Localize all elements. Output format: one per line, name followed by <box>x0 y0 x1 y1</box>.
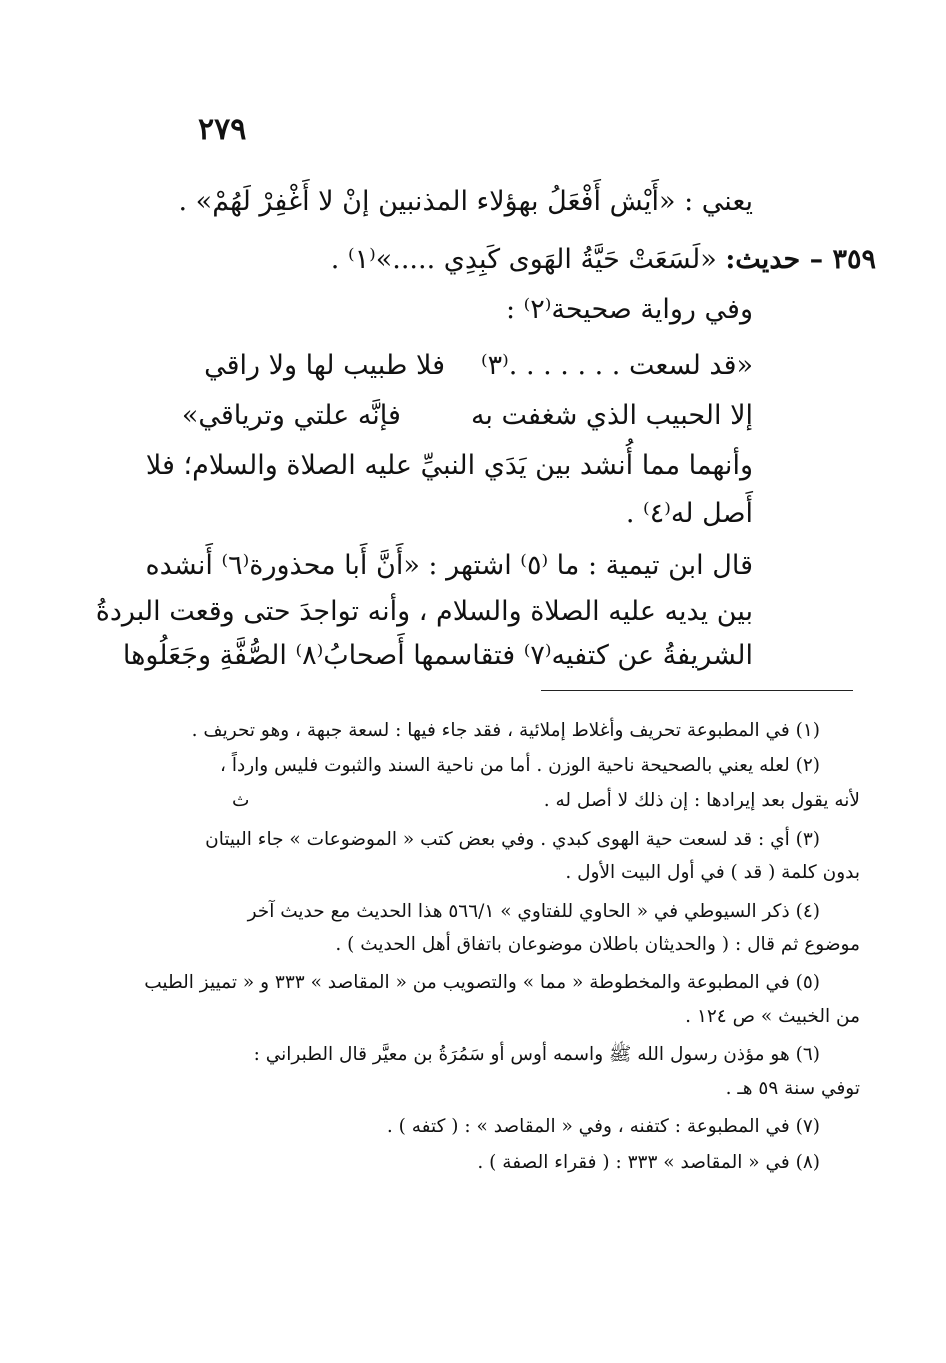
hadith-number-label: ٣٥٩ – حديث: <box>725 244 876 275</box>
page-number: ٢٧٩ <box>198 112 247 147</box>
body-line-10: الشريفةُ عن كتفيه⁽٧⁾ فتقاسمها أَصحابُ⁽٨⁾ الصُّفَّةِ وجَعَلُوها <box>122 640 753 671</box>
footnote-5: (٥) في المطبوعة والمخطوطة « مما » والتصويب من « المقاصد » ٣٣٣ و « تمييز الطيب <box>144 972 820 993</box>
footnote-3-cont: بدون كلمة ( قد ) في أول البيت الأول . <box>565 862 860 883</box>
verse-1-second-hemistich: فلا طبيب لها ولا راقي <box>204 350 446 381</box>
footnote-separator <box>541 690 853 691</box>
body-line-6: وأنهما مما أُنشد بين يَدَي النبيِّ عليه الصلاة والسلام؛ فلا <box>145 450 753 481</box>
footnote-5-cont: من الخبيث » ص ١٢٤ . <box>685 1006 860 1027</box>
body-line-8: قال ابن تيمية : ما ⁽٥⁾ اشتهر : «أَنَّ أَبا محذورة⁽٦⁾ أَنشده <box>145 550 753 581</box>
verse-1-first-hemistich: «قد لسعت . . . . . . .⁽٣⁾ <box>481 350 753 381</box>
verse-2-second-hemistich: فإنَّه علتي وترياقي» <box>181 400 401 431</box>
footnote-6-cont: توفي سنة ٥٩ هـ . <box>725 1078 860 1099</box>
hadith-heading <box>331 240 876 280</box>
body-line-1: يعني : «أَيْش أَفْعَلُ بهؤلاء المذنبين إنْ لا أَغْفِرْ لَهُمْ» . <box>178 186 753 217</box>
footnote-4: (٤) ذكر السيوطي في « الحاوي للفتاوي » ٥٦٦/١ هذا الحديث مع حديث آخر <box>247 901 820 922</box>
hadith-text: «لَسَعَتْ حَيَّةُ الهَوى كَبِدِي .....»⁽١⁾ . <box>330 244 717 275</box>
footnote-3: (٣) أي : قد لسعت حية الهوى كبدي . وفي بعض كتب « الموضوعات » جاء البيتان <box>205 829 820 850</box>
footnote-2: (٢) لعله يعني بالصحيحة ناحية الوزن . أما من ناحية السند والثبوت فليس وارداً ، <box>219 755 820 776</box>
footnote-7: (٧) في المطبوعة : كتفنه ، وفي « المقاصد » : ( كتفه ) . <box>386 1116 820 1137</box>
footnote-2-stray-mark: ث <box>232 790 250 811</box>
footnote-4-cont: موضوع ثم قال : ( والحديثان باطلان موضوعان باتفاق أهل الحديث ) . <box>335 934 860 955</box>
verse-2-first-hemistich: إلا الحبيب الذي شغفت به <box>470 400 753 431</box>
body-line-7: أَصل له⁽٤⁾ . <box>625 498 753 529</box>
footnote-2-cont: لأنه يقول بعد إيرادها : إن ذلك لا أصل له . <box>543 790 860 811</box>
verse-line-1 <box>204 346 753 386</box>
footnote-6: (٦) هو مؤذن رسول الله ﷺ واسمه أوس أو سَمُرَةُ بن معيَّر قال الطبراني : <box>253 1044 820 1065</box>
verse-line-2 <box>182 396 753 436</box>
footnote-8: (٨) في « المقاصد » ٣٣٣ : ( فقراء الصفة ) . <box>477 1152 820 1173</box>
body-line-3: وفي رواية صحيحة⁽٢⁾ : <box>505 294 753 325</box>
footnote-1: (١) في المطبوعة تحريف وأغلاط إملائية ، فقد جاء فيها : لسعة جبهة ، وهو تحريف . <box>191 720 820 741</box>
body-line-9: بين يديه عليه الصلاة والسلام ، وأنه تواجدَ حتى وقعت البردةُ <box>95 596 753 627</box>
